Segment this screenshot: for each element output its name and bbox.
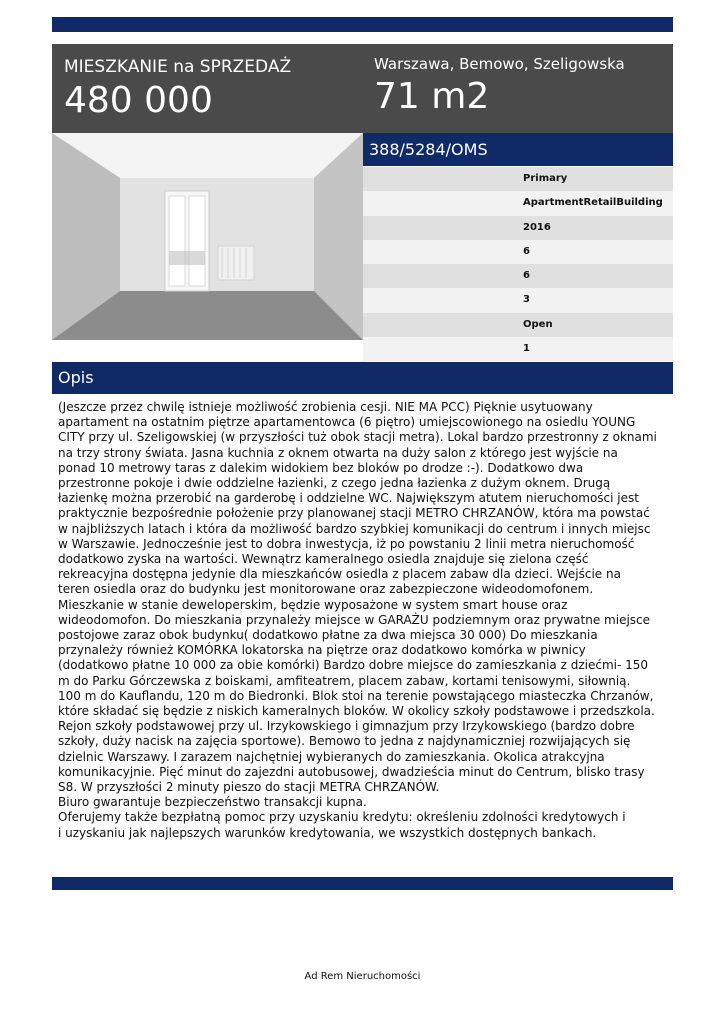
location: Warszawa, Bemowo, Szeligowska [374,55,625,73]
details-table [363,167,673,361]
header-right [374,54,625,118]
header-left [64,56,291,122]
reference-number: 388/5284/OMS [369,140,488,159]
detail-row [363,337,673,361]
detail-value: 6 [523,245,530,257]
detail-value: 1 [523,343,530,355]
detail-value: 2016 [523,221,551,233]
detail-row [363,288,673,312]
room-illustration [52,133,363,340]
reference-bar [363,133,673,166]
price: 480 000 [64,80,213,121]
detail-value: Primary [523,173,568,184]
detail-value: ApartmentRetailBuilding [523,197,663,209]
detail-row [363,191,673,215]
offer-type: MIESZKANIE na SPRZEDAŻ [64,57,292,77]
detail-value: 3 [523,294,530,306]
listing-header [52,44,673,133]
property-photo [52,133,363,340]
description-text: (Jeszcze przez chwilę istnieje możliwość zrobienia cesji. NIE MA PCC) Pięknie usytuowany apartament na ostatnim piętrze apartamentowca (6 piętro) umiejscowionego na osiedlu YOUNG CITY przy ul. Szeligowskiej (w przyszłości tuż obok stacji metra). Lokal bardzo przestronny z oknami na trzy strony świata. Jasna kuchnia z oknem otwarta na duży salon z którego jest wyjście na ponad 10 metrowy taras z dalekim widokiem bez bloków po drodze :-). Dodatkowo dwa przestronne pokoje i dwie oddzielne łazienki, z czego jedna łazienka z dużym oknem. Drugą łazienkę można przerobić na garderobę i oddzielne WC. Największym atutem nieruchomości jest praktycznie bezpośrednie położenie przy planowanej stacji METRO CHRZANÓW, która ma powstać w najbliższych latach i która da możliwość bardzo szybkiej komunikacji do centrum i innych miejsc w Warszawie. Jednocześnie jest to dobra inwestycja, iż po powstaniu 2 linii metra nieruchomość dodatkowo zyska na wartości. Wewnątrz kameralnego osiedla znajduje się zielona część rekreacyjna dostępna jedynie dla mieszkańców osiedla z placem zabaw dla dzieci. Wejście na teren osiedla oraz do budynku jest monitorowane oraz zabezpieczone wideodomofonem. Mieszkanie w stanie deweloperskim, będzie wyposażone w system smart house oraz wideodomofon. Do mieszkania przynależy miejsce w GARAŻU podziemnym oraz prywatne miejsce postojowe zaraz obok budynku( dodatkowo płatne za dwa miejsca 30 000) Do mieszkania przynależy również KOMÓRKA lokatorska na piętrze oraz dodatkowo komórka w piwnicy (dodatkowo płatne 10 000 za obie komórki) Bardzo dobre miejsce do zamieszkania z dziećmi- 150 m do Parku Górczewska z boiskami, amfiteatrem, placem zabaw, kortami tenisowymi, siłownią. 100 m do Kauflandu, 120 m do Biedronki. Blok stoi na terenie powstającego miasteczka Chrzanów, które składać się będzie z niskich kameralnych bloków. W okolicy szkoły podstawowe i przedszkola. Rejon szkoły podstawowej przy ul. Irzykowskiego i gimnazjum przy Irzykowskiego (bardzo dobre szkoły, duży nacisk na zajęcia sportowe). Bemowo to jedna z najdynamiczniej rozwijających się dzielnic Warszawy. I zarazem najchętniej wybieranych do zamieszkania. Okolica atrakcyjna komunikacyjnie. Pięć minut do zajezdni autobusowej, dwadzieścia minut do Centrum, blisko trasy S8. W przyszłości 2 minuty pieszo do stacji METRA CHRZANÓW. Biuro gwarantuje bezpieczeństwo transakcji kupna. Oferujemy także bezpłatną pomoc przy uzyskaniu kredytu: określeniu zdolności kredytowych i i uzyskaniu jak najlepszych warunków kredytowania, we wszystkich dostępnych bankach. [58,400,657,840]
detail-row [363,264,673,288]
description-heading-bar [52,362,673,394]
detail-row [363,240,673,264]
detail-value: 6 [523,270,530,282]
top-accent-bar [52,17,673,32]
detail-row [363,167,673,191]
footer-agency: Ad Rem Nieruchomości [304,971,421,982]
bottom-accent-bar [52,877,673,890]
area: 71 m2 [374,76,490,117]
detail-value: Open [523,318,553,330]
detail-row [363,216,673,240]
description-heading: Opis [58,368,94,387]
detail-row [363,313,673,337]
